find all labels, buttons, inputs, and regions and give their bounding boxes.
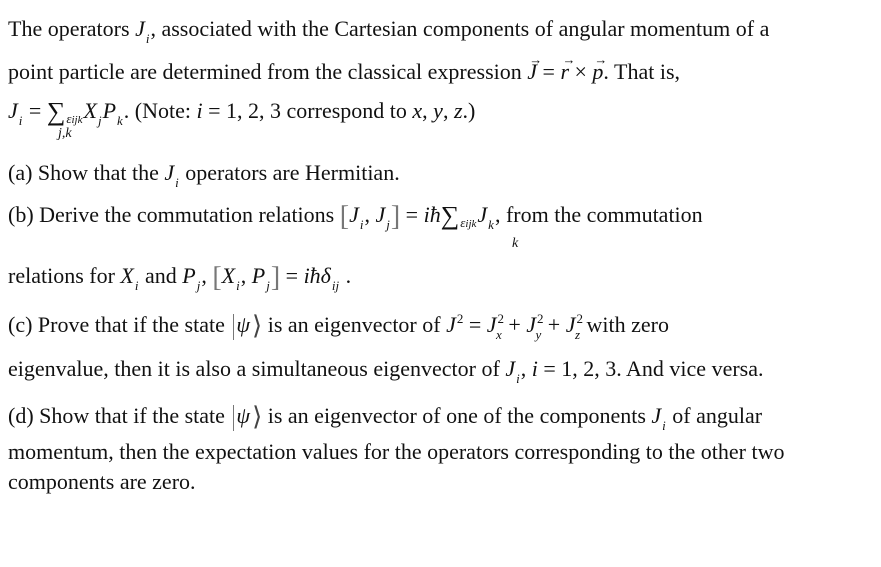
- line-1: The operators $J_i$, associated with the Cartesian components of angular momentum of a: [8, 16, 770, 46]
- part-d: (d) Show that if the state ψ⟩ is an eigenvector of one of the components $J_i$ of angular: [8, 402, 763, 433]
- text-segment: components are zero.: [8, 469, 196, 494]
- text-segment: . And vice versa.: [616, 356, 764, 381]
- part-c: (c) Prove that if the state ψ⟩ is an eigenvector of $J^2 = J^2_x + J^2_y + J^2_z$ with zero: [8, 311, 669, 342]
- text-segment: is an eigenvector of one of the components: [262, 403, 652, 428]
- text-segment: with zero: [581, 312, 669, 337]
- part-b-cont: relations for $X_i$ and $P_j$, [$X_i$, $P_j$] = iħδ$_{ij}$ .: [8, 262, 352, 293]
- text-segment: (b) Derive the commutation relations: [8, 202, 340, 227]
- part-d-cont-2: [8, 469, 196, 495]
- line-2: point particle are determined from the classical expression → J = → r × → p. That is,: [8, 59, 680, 85]
- part-b: (b) Derive the commutation relations [$J_i$, $J_j$] = $iħ\sum_{\varepsilon ijk}J_k$, from the commutation: [8, 201, 703, 232]
- text-segment: operators are Hermitian.: [179, 160, 400, 185]
- text-segment: of angular: [666, 403, 763, 428]
- line-3: $J_i = \sum_{\varepsilon ijk}X_jP_k$. (Note: i = 1, 2, 3 correspond to x, y, z.): [8, 97, 476, 128]
- text-segment: .): [462, 98, 476, 123]
- text-segment: The operators: [8, 16, 136, 41]
- text-segment: (d) Show that if the state: [8, 403, 231, 428]
- text-segment: correspond to: [281, 98, 413, 123]
- text-segment: point particle are determined from the classical expression: [8, 59, 528, 84]
- text-segment: . That is,: [603, 59, 681, 84]
- text-segment: . (Note:: [123, 98, 197, 123]
- sum-index: k: [512, 236, 519, 251]
- text-segment: , associated with the Cartesian components of angular momentum of a: [150, 16, 770, 41]
- text-segment: , from the commutation: [494, 202, 703, 227]
- part-a: (a) Show that the $J_i$ operators are Hermitian.: [8, 160, 400, 190]
- text-segment: and: [139, 263, 183, 288]
- part-d-cont: [8, 439, 785, 465]
- text-segment: (a) Show that the: [8, 160, 165, 185]
- text-segment: momentum, then the expectation values for the operators corresponding to the other two: [8, 439, 785, 464]
- part-c-cont: eigenvalue, then it is also a simultaneous eigenvector of $J_i$, i = 1, 2, 3. And vice versa.: [8, 356, 764, 386]
- text-segment: relations for: [8, 263, 121, 288]
- text-segment: is an eigenvector of: [262, 312, 447, 337]
- text-segment: (c) Prove that if the state: [8, 312, 231, 337]
- text-segment: eigenvalue, then it is also a simultaneous eigenvector of: [8, 356, 506, 381]
- sum-index: j,k: [58, 126, 72, 141]
